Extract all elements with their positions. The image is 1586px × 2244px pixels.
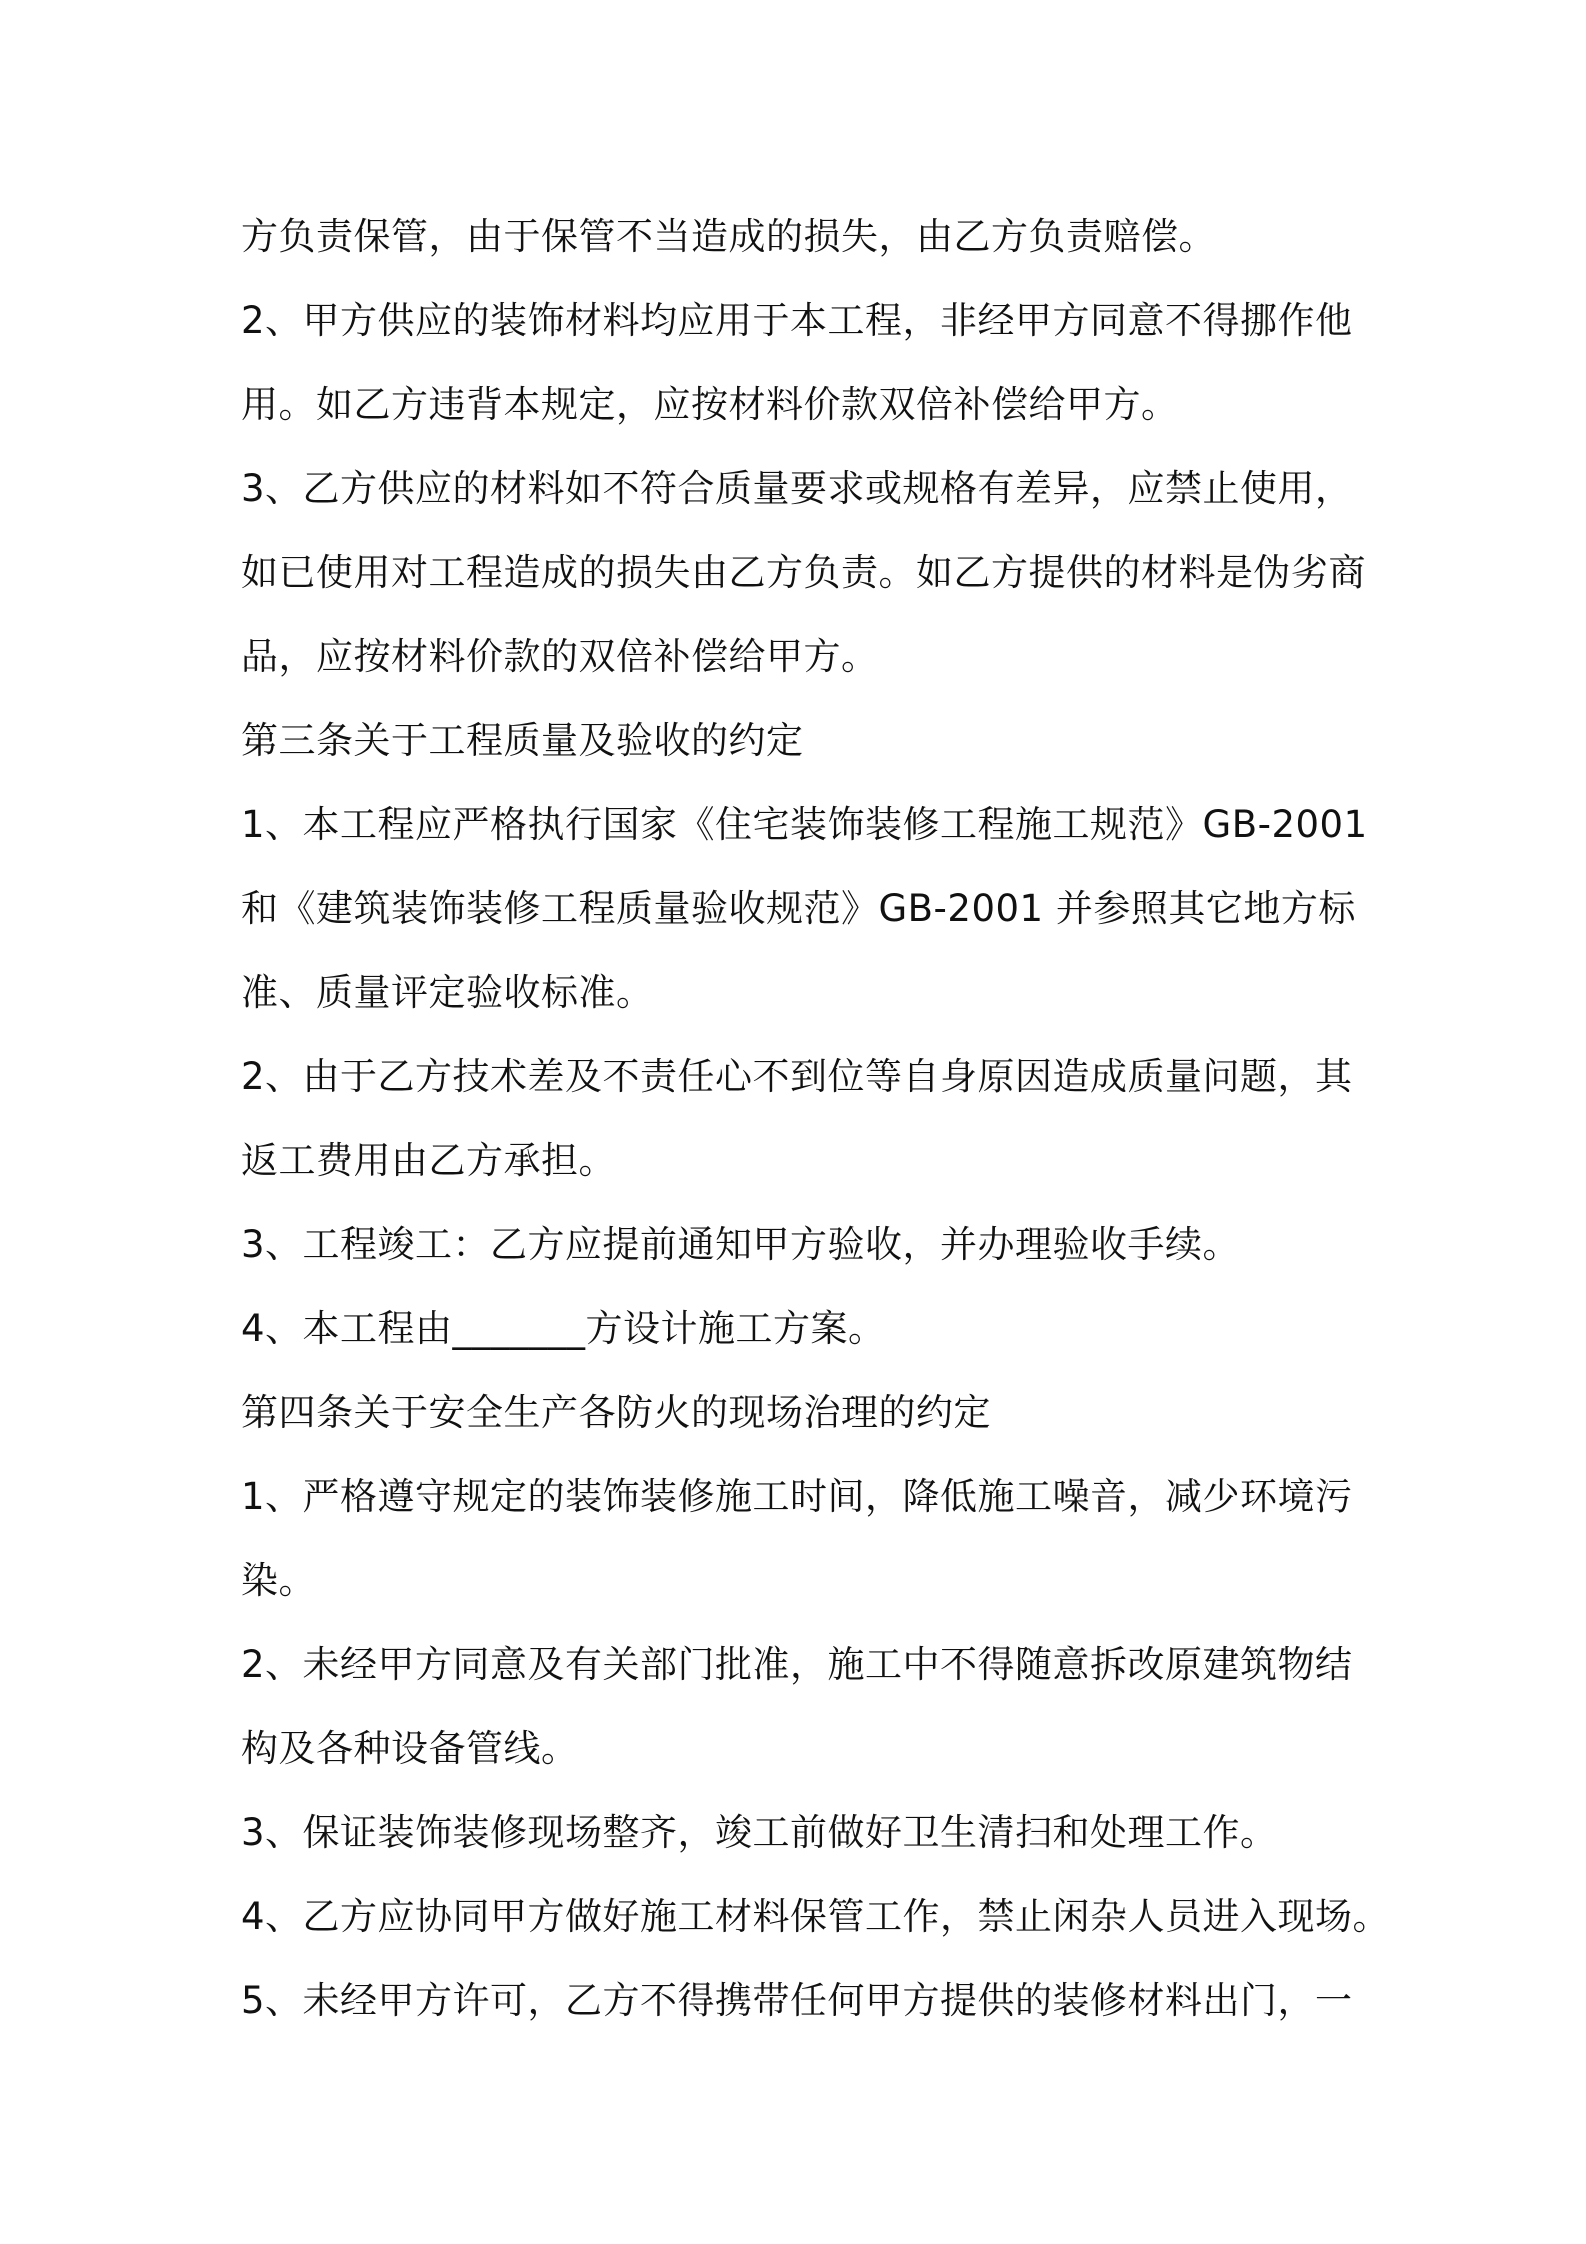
text-line: 构及各种设备管线。: [241, 1727, 579, 1770]
text-line: 2、由于乙方技术差及不责任心不到位等自身原因造成质量问题，其: [241, 1055, 1353, 1098]
text-line: 4、本工程由_______方设计施工方案。: [241, 1307, 886, 1350]
text-line: 染。: [241, 1559, 316, 1602]
text-line: 4、乙方应协同甲方做好施工材料保管工作，禁止闲杂人员进入现场。: [241, 1895, 1391, 1938]
text-line: 3、工程竣工：乙方应提前通知甲方验收，并办理验收手续。: [241, 1223, 1241, 1266]
text-line: 5、未经甲方许可，乙方不得携带任何甲方提供的装修材料出门，一: [241, 1979, 1353, 2022]
document-body: [241, 195, 1391, 2043]
text-line: 3、乙方供应的材料如不符合质量要求或规格有差异，应禁止使用，: [241, 467, 1353, 510]
section-heading: 第四条关于安全生产各防火的现场治理的约定: [241, 1391, 991, 1434]
text-line: 用。如乙方违背本规定，应按材料价款双倍补偿给甲方。: [241, 383, 1179, 426]
text-line: 准、质量评定验收标准。: [241, 971, 654, 1014]
text-line: 如已使用对工程造成的损失由乙方负责。如乙方提供的材料是伪劣商: [241, 551, 1366, 594]
text-line: 1、严格遵守规定的装饰装修施工时间，降低施工噪音，减少环境污: [241, 1475, 1353, 1518]
text-line: 品，应按材料价款的双倍补偿给甲方。: [241, 635, 879, 678]
section-heading: 第三条关于工程质量及验收的约定: [241, 719, 804, 762]
text-line: 和《建筑装饰装修工程质量验收规范》GB-2001 并参照其它地方标: [241, 887, 1356, 930]
text-line: 1、本工程应严格执行国家《住宅装饰装修工程施工规范》GB-2001: [241, 803, 1368, 846]
text-line: 2、未经甲方同意及有关部门批准，施工中不得随意拆改原建筑物结: [241, 1643, 1353, 1686]
text-line: 2、甲方供应的装饰材料均应用于本工程，非经甲方同意不得挪作他: [241, 299, 1353, 342]
text-line: 返工费用由乙方承担。: [241, 1139, 616, 1182]
text-line: 方负责保管，由于保管不当造成的损失，由乙方负责赔偿。: [241, 215, 1216, 258]
text-line: 3、保证装饰装修现场整齐，竣工前做好卫生清扫和处理工作。: [241, 1811, 1278, 1854]
